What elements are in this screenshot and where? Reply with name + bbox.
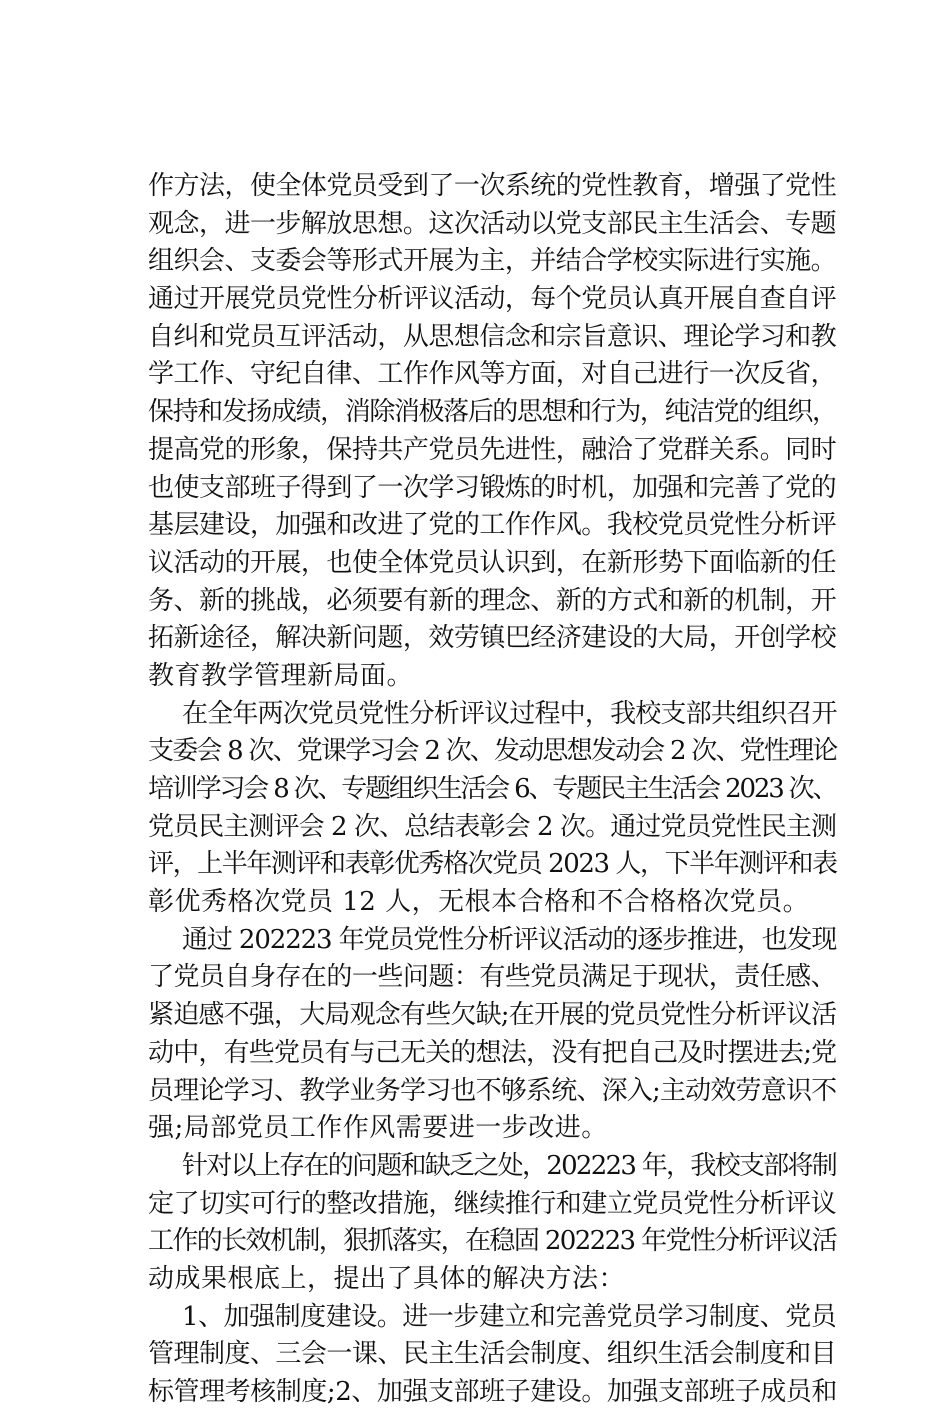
text-line: 彰优秀格次党员 12 人，无根本合格和不合格格次党员。 [148, 887, 810, 918]
body-text [148, 168, 838, 1412]
text-line: 教育教学管理新局面。 [148, 660, 414, 691]
text-line: 针对以上存在的问题和缺乏之处，202223 年，我校支部将制 [182, 1150, 837, 1181]
text-line: 拓新途径，解决新问题，效劳镇巴经济建设的大局，开创学校 [148, 623, 837, 654]
text-line: 党员民主测评会 2 次、总结表彰会 2 次。通过党员党性民主测 [148, 811, 837, 842]
text-line: 保持和发扬成绩，消除消极落后的思想和行为，纯洁党的组织， [148, 397, 837, 428]
text-line: 员理论学习、教学业务学习也不够系统、深入;主动效劳意识不 [148, 1075, 837, 1106]
text-line: 基层建设，加强和改进了党的工作作风。我校党员党性分析评 [148, 510, 837, 541]
text-line: 培训学习会 8 次、专题组织生活会 6、专题民主生活会 2023 次、 [148, 774, 837, 804]
text-line: 评，上半年测评和表彰优秀格次党员 2023 人，下半年测评和表 [148, 849, 837, 880]
text-line: 工作的长效机制，狠抓落实，在稳固 202223 年党性分析评议活 [148, 1226, 837, 1257]
text-line: 强;局部党员工作作风需要进一步改进。 [148, 1113, 608, 1144]
text-line: 定了切实可行的整改措施，继续推行和建立党员党性分析评议 [148, 1188, 837, 1219]
text-line: 在全年两次党员党性分析评议过程中，我校支部共组织召开 [182, 698, 837, 729]
text-line: 议活动的开展，也使全体党员认识到，在新形势下面临新的任 [148, 547, 837, 578]
text-line: 支委会 8 次、党课学习会 2 次、发动思想发动会 2 次、党性理论 [148, 736, 837, 767]
text-line: 也使支部班子得到了一次学习锻炼的时机，加强和完善了党的 [148, 472, 837, 503]
text-line: 提高党的形象，保持共产党员先进性，融洽了党群关系。同时 [148, 434, 837, 465]
text-line: 通过 202223 年党员党性分析评议活动的逐步推进，也发现 [182, 924, 837, 955]
text-line: 学工作、守纪自律、工作作风等方面，对自己进行一次反省， [148, 359, 837, 390]
text-line: 组织会、支委会等形式开展为主，并结合学校实际进行实施。 [148, 246, 837, 277]
text-line: 1、加强制度建设。进一步建立和完善党员学习制度、党员 [182, 1301, 837, 1332]
text-line: 标管理考核制度;2、加强支部班子建设。加强支部班子成员和 [148, 1377, 837, 1407]
text-line: 了党员自身存在的一些问题：有些党员满足于现状，责任感、 [148, 962, 837, 993]
text-line: 动成果根底上，提出了具体的解决方法： [148, 1263, 626, 1294]
text-line: 自纠和党员互评活动，从思想信念和宗旨意识、理论学习和教 [148, 321, 837, 352]
text-line: 观念，进一步解放思想。这次活动以党支部民主生活会、专题 [148, 208, 837, 239]
text-line: 管理制度、三会一课、民主生活会制度、组织生活会制度和目 [148, 1339, 837, 1370]
text-line: 务、新的挑战，必须要有新的理念、新的方式和新的机制，开 [148, 585, 837, 616]
text-line: 通过开展党员党性分析评议活动，每个党员认真开展自查自评 [148, 284, 837, 315]
text-line: 作方法，使全体党员受到了一次系统的党性教育，增强了党性 [148, 171, 837, 201]
text-line: 动中，有些党员有与己无关的想法，没有把自己及时摆进去;党 [148, 1037, 837, 1068]
text-line: 紧迫感不强，大局观念有些欠缺;在开展的党员党性分析评议活 [148, 1000, 837, 1031]
